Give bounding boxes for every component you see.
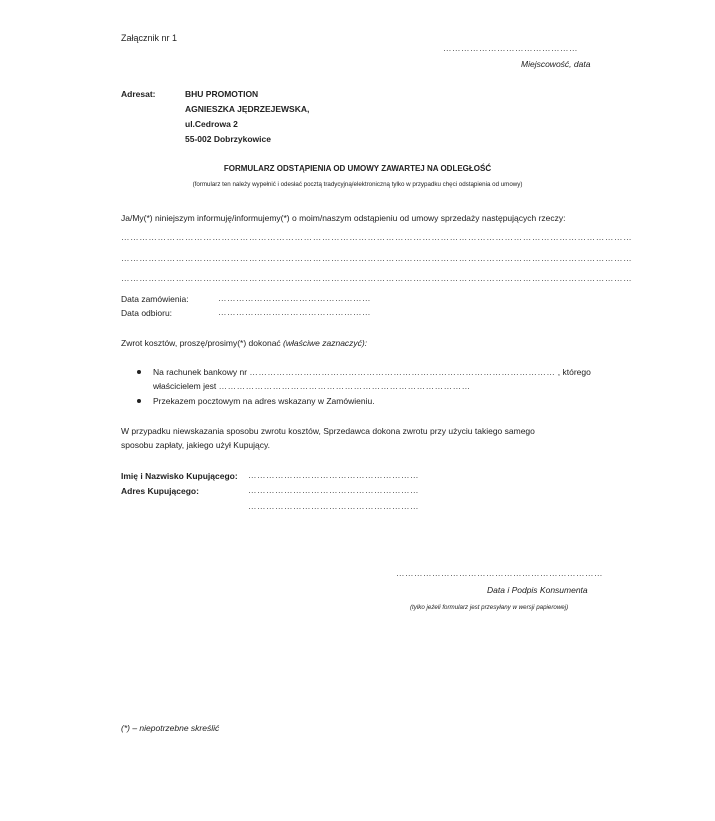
signature-note: (tylko jeżeli formularz jest przesyłany w wersji papierowej) xyxy=(410,604,569,611)
buyer-name-label: Imię i Nazwisko Kupującego: xyxy=(121,471,238,481)
addressee-label: Adresat: xyxy=(121,89,156,99)
receipt-date-field: …………………………………………… xyxy=(218,307,371,317)
footnote: (*) – niepotrzebne skreślić xyxy=(121,723,220,733)
addressee-line: ul.Cedrowa 2 xyxy=(185,119,238,129)
addressee-line: AGNIESZKA JĘDRZEJEWSKA, xyxy=(185,104,310,114)
buyer-address-field: ………………………………………………… xyxy=(248,485,419,495)
attachment-label: Załącznik nr 1 xyxy=(121,33,178,43)
refund-note: (właściwe zaznaczyć): xyxy=(283,338,368,348)
place-date-line: ……………………………………… xyxy=(443,43,578,53)
signature-label: Data i Podpis Konsumenta xyxy=(487,585,588,595)
place-date-label: Miejscowość, data xyxy=(521,59,591,69)
refund-instruction: Zwrot kosztów, proszę/prosimy(*) dokonać xyxy=(121,338,281,348)
bank-account-field: ………………………………………………………………………………………… xyxy=(249,367,556,377)
buyer-name-field: ………………………………………………… xyxy=(248,470,419,480)
owner-field: ………………………………………………………………………… xyxy=(218,381,471,391)
bank-label: Na rachunek bankowy nr xyxy=(153,367,248,377)
signature-line: …………………………………………………………… xyxy=(396,568,603,578)
owner-line xyxy=(153,381,471,391)
bank-suffix: , którego xyxy=(557,367,591,377)
items-line: …………………………………………………………………………………………………………………………………………………… xyxy=(121,273,633,283)
items-line: …………………………………………………………………………………………………………………………………………………… xyxy=(121,232,633,242)
buyer-address-field: ………………………………………………… xyxy=(248,501,419,511)
order-date-field: …………………………………………… xyxy=(218,293,371,303)
bank-option xyxy=(153,367,591,377)
addressee-line: BHU PROMOTION xyxy=(185,89,259,99)
buyer-address-label: Adres Kupującego: xyxy=(121,486,199,496)
intro-text: Ja/My(*) niniejszym informuję/informujemy(*) o moim/naszym odstąpieniu od umowy sprzedaży następujących rzeczy: xyxy=(121,213,566,223)
items-line: …………………………………………………………………………………………………………………………………………………… xyxy=(121,253,633,263)
receipt-date-label: Data odbioru: xyxy=(121,308,173,318)
bullet-icon xyxy=(137,399,141,403)
bullet-icon xyxy=(137,370,141,374)
form-title: FORMULARZ ODSTĄPIENIA OD UMOWY ZAWARTEJ NA ODLEGŁOŚĆ xyxy=(223,164,492,173)
postal-option: Przekazem pocztowym na adres wskazany w Zamówieniu. xyxy=(153,396,375,406)
refund-note-line: W przypadku niewskazania sposobu zwrotu kosztów, Sprzedawca dokona zwrotu przy użyciu takiego samego xyxy=(121,426,535,436)
refund-note-line: sposobu zapłaty, jakiego użył Kupujący. xyxy=(121,440,270,450)
order-date-label: Data zamówienia: xyxy=(121,294,189,304)
addressee-line: 55-002 Dobrzykowice xyxy=(185,134,271,144)
refund-text xyxy=(121,338,367,348)
owner-label: właścicielem jest xyxy=(153,381,217,391)
form-subtitle: (formularz ten należy wypełnić i odesłać pocztą tradycyjną/elektroniczną tylko w przypadku chęci odstąpienia od umowy) xyxy=(192,181,523,188)
